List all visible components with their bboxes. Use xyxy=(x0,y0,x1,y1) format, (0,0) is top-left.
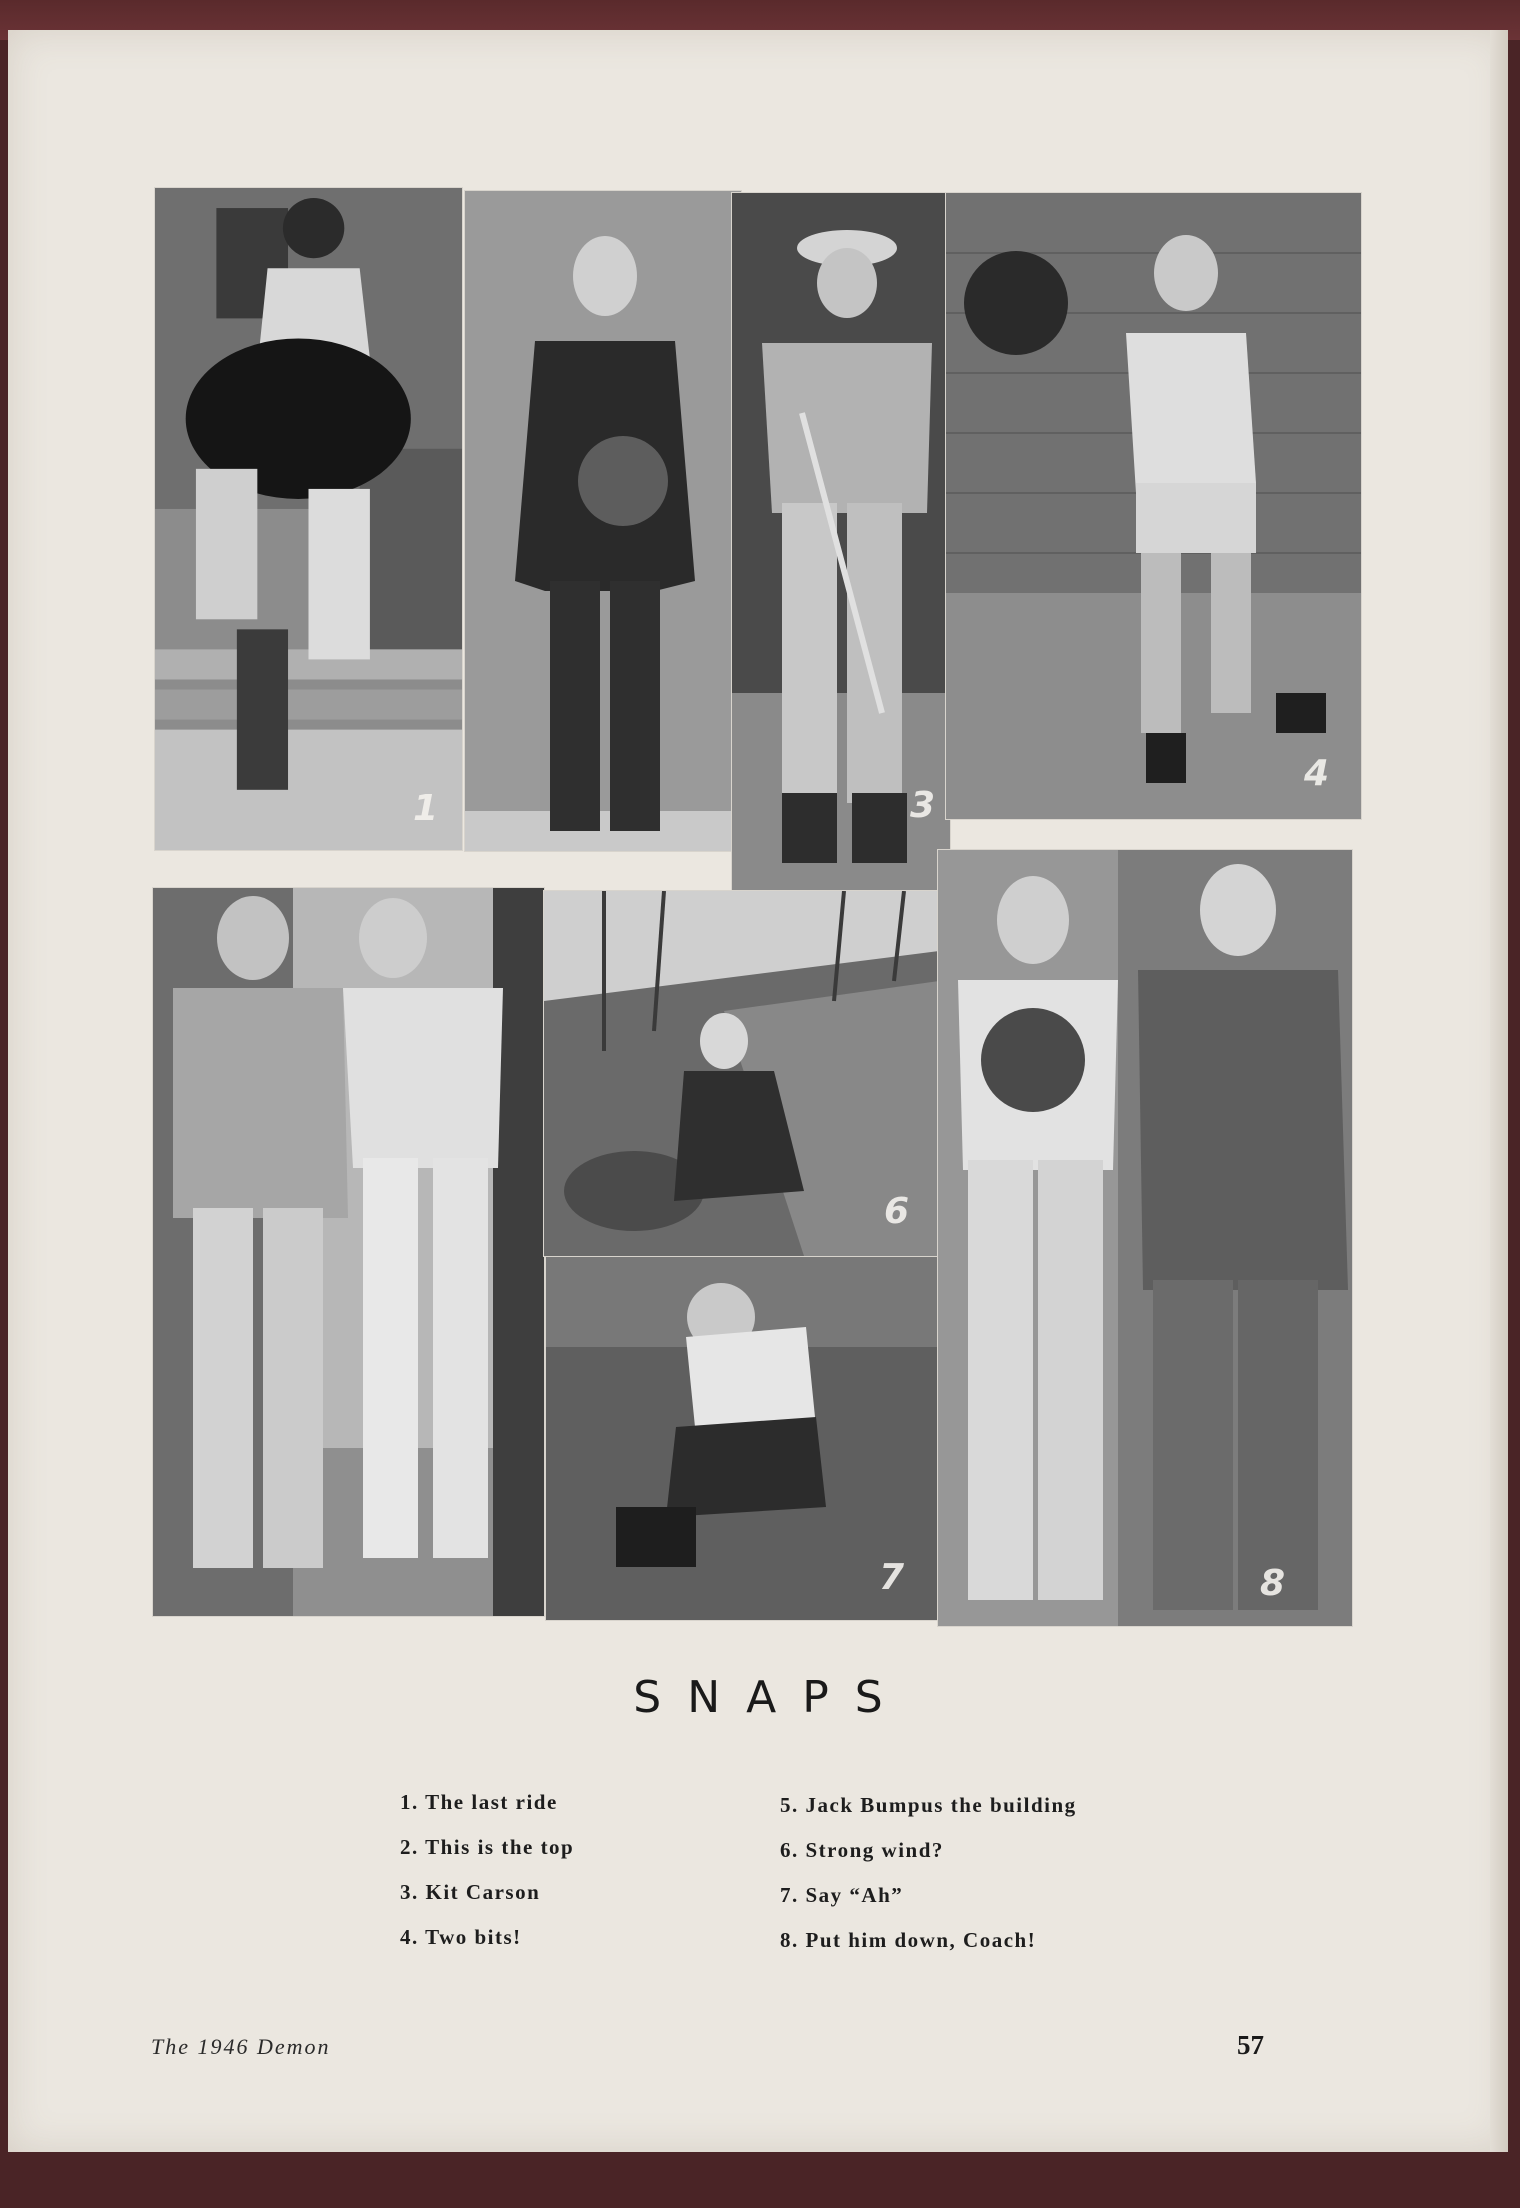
yearbook-page xyxy=(8,30,1508,2152)
captions-right xyxy=(780,1793,1077,1973)
caption-8: 8. Put him down, Coach! xyxy=(780,1928,1037,1952)
caption-1: 1. The last ride xyxy=(400,1790,558,1814)
photo-2 xyxy=(464,190,742,852)
caption-7: 7. Say “Ah” xyxy=(780,1883,904,1907)
caption-4: 4. Two bits! xyxy=(400,1925,522,1949)
caption-6: 6. Strong wind? xyxy=(780,1838,944,1862)
photo-3 xyxy=(731,192,951,894)
page-number: 57 xyxy=(1237,2030,1264,2060)
photo-7 xyxy=(545,1256,940,1621)
captions-left xyxy=(400,1790,574,1970)
photo-number: 8 xyxy=(1260,1563,1286,1604)
caption-2: 2. This is the top xyxy=(400,1835,575,1859)
caption-5: 5. Jack Bumpus the building xyxy=(780,1793,1077,1817)
photo-number: 7 xyxy=(879,1557,905,1598)
photo-1 xyxy=(154,187,463,851)
page-title: SNAPS xyxy=(633,1672,909,1723)
caption-3: 3. Kit Carson xyxy=(400,1880,541,1904)
photo-number: 1 xyxy=(413,788,439,829)
photo-number: 6 xyxy=(884,1191,910,1232)
page-edge xyxy=(1490,30,1508,2152)
photo-5 xyxy=(152,887,545,1617)
yearbook-title-footer: The 1946 Demon xyxy=(151,2034,331,2059)
photo-number: 4 xyxy=(1304,753,1330,794)
photo-6 xyxy=(543,890,940,1257)
photo-4 xyxy=(945,192,1362,820)
photo-8 xyxy=(937,849,1353,1627)
photo-number: 3 xyxy=(910,785,936,826)
